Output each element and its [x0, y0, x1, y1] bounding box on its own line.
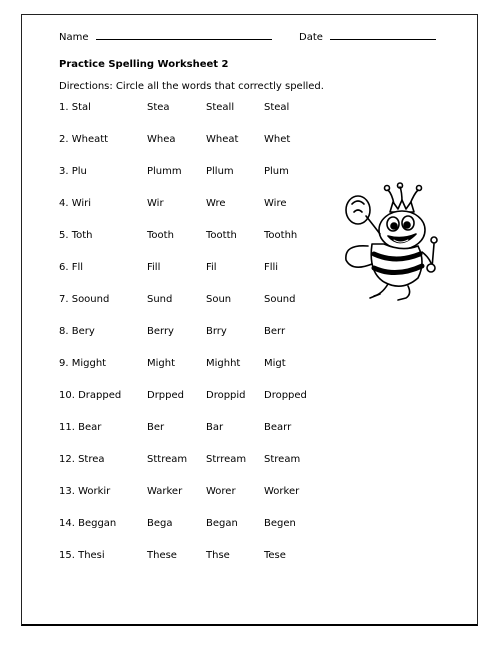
- choice-word[interactable]: Begen: [264, 518, 296, 529]
- choice-word[interactable]: Tootth: [206, 230, 237, 241]
- choice-word[interactable]: Worker: [264, 486, 300, 497]
- choice-word[interactable]: Began: [206, 518, 238, 529]
- date-field: [299, 30, 436, 43]
- choice-word[interactable]: These: [147, 550, 177, 561]
- choice-word[interactable]: Steal: [264, 102, 290, 113]
- choice-word[interactable]: Brry: [206, 326, 227, 337]
- choice-word[interactable]: Toothh: [264, 230, 298, 241]
- word-row: [0, 486, 320, 500]
- row-prompt-word: 11. Bear: [59, 422, 102, 433]
- word-row: [0, 390, 320, 404]
- worksheet-title: Practice Spelling Worksheet 2: [59, 59, 229, 70]
- choice-word[interactable]: Thse: [206, 550, 230, 561]
- word-row: [0, 454, 320, 468]
- row-prompt-word: 4. Wiri: [59, 198, 92, 209]
- choice-word[interactable]: Wre: [206, 198, 226, 209]
- choice-word[interactable]: Wir: [147, 198, 164, 209]
- directions-text: Directions: Circle all the words that correctly spelled.: [59, 81, 324, 92]
- choice-word[interactable]: Drpped: [147, 390, 185, 401]
- choice-word[interactable]: Plumm: [147, 166, 182, 177]
- row-prompt-word: 1. Stal: [59, 102, 91, 113]
- row-prompt-word: 6. Fll: [59, 262, 84, 273]
- choice-word[interactable]: Bar: [206, 422, 224, 433]
- row-prompt-word: 7. Soound: [59, 294, 110, 305]
- choice-word[interactable]: Sund: [147, 294, 173, 305]
- choice-word[interactable]: Migt: [264, 358, 286, 369]
- choice-word[interactable]: Dropped: [264, 390, 307, 401]
- choice-word[interactable]: Flli: [264, 262, 279, 273]
- date-label: Date: [299, 32, 323, 43]
- choice-word[interactable]: Wheat: [206, 134, 239, 145]
- word-row: [0, 326, 320, 340]
- choice-word[interactable]: Tese: [264, 550, 286, 561]
- choice-word[interactable]: Warker: [147, 486, 183, 497]
- choice-word[interactable]: Steall: [206, 102, 235, 113]
- choice-word[interactable]: Bega: [147, 518, 173, 529]
- row-prompt-word: 15. Thesi: [59, 550, 105, 561]
- row-prompt-word: 2. Wheatt: [59, 134, 109, 145]
- choice-word[interactable]: Strream: [206, 454, 247, 465]
- word-row: [0, 550, 320, 564]
- choice-word[interactable]: Wire: [264, 198, 287, 209]
- choice-word[interactable]: Ber: [147, 422, 165, 433]
- choice-word[interactable]: Fil: [206, 262, 217, 273]
- row-prompt-word: 14. Beggan: [59, 518, 117, 529]
- choice-word[interactable]: Berr: [264, 326, 286, 337]
- word-row: [0, 358, 320, 372]
- choice-word[interactable]: Berry: [147, 326, 174, 337]
- choice-word[interactable]: Might: [147, 358, 176, 369]
- row-prompt-word: 10. Drapped: [59, 390, 122, 401]
- row-prompt-word: 3. Plu: [59, 166, 87, 177]
- word-row: [0, 230, 320, 244]
- row-prompt-word: 9. Migght: [59, 358, 107, 369]
- choice-word[interactable]: Fill: [147, 262, 161, 273]
- choice-word[interactable]: Stream: [264, 454, 301, 465]
- choice-word[interactable]: Whet: [264, 134, 291, 145]
- word-row: [0, 294, 320, 308]
- choice-word[interactable]: Soun: [206, 294, 232, 305]
- choice-word[interactable]: Tooth: [147, 230, 174, 241]
- word-row: [0, 198, 320, 212]
- word-row: [0, 262, 320, 276]
- choice-word[interactable]: Mighht: [206, 358, 241, 369]
- name-blank-line: [96, 30, 272, 40]
- choice-word[interactable]: Whea: [147, 134, 176, 145]
- choice-word[interactable]: Bearr: [264, 422, 292, 433]
- choice-word[interactable]: Stea: [147, 102, 170, 113]
- word-row: [0, 166, 320, 180]
- row-prompt-word: 13. Workir: [59, 486, 111, 497]
- word-row: [0, 102, 320, 116]
- word-row: [0, 422, 320, 436]
- row-prompt-word: 8. Bery: [59, 326, 95, 337]
- bee-cartoon-icon: [322, 182, 452, 302]
- choice-word[interactable]: Droppid: [206, 390, 246, 401]
- name-field: [59, 30, 272, 43]
- row-prompt-word: 12. Strea: [59, 454, 105, 465]
- word-row: [0, 134, 320, 148]
- choice-word[interactable]: Sttream: [147, 454, 188, 465]
- date-blank-line: [330, 30, 436, 40]
- choice-word[interactable]: Sound: [264, 294, 296, 305]
- choice-word[interactable]: Worer: [206, 486, 236, 497]
- choice-word[interactable]: Pllum: [206, 166, 234, 177]
- name-label: Name: [59, 32, 89, 43]
- word-row: [0, 518, 320, 532]
- choice-word[interactable]: Plum: [264, 166, 289, 177]
- row-prompt-word: 5. Toth: [59, 230, 93, 241]
